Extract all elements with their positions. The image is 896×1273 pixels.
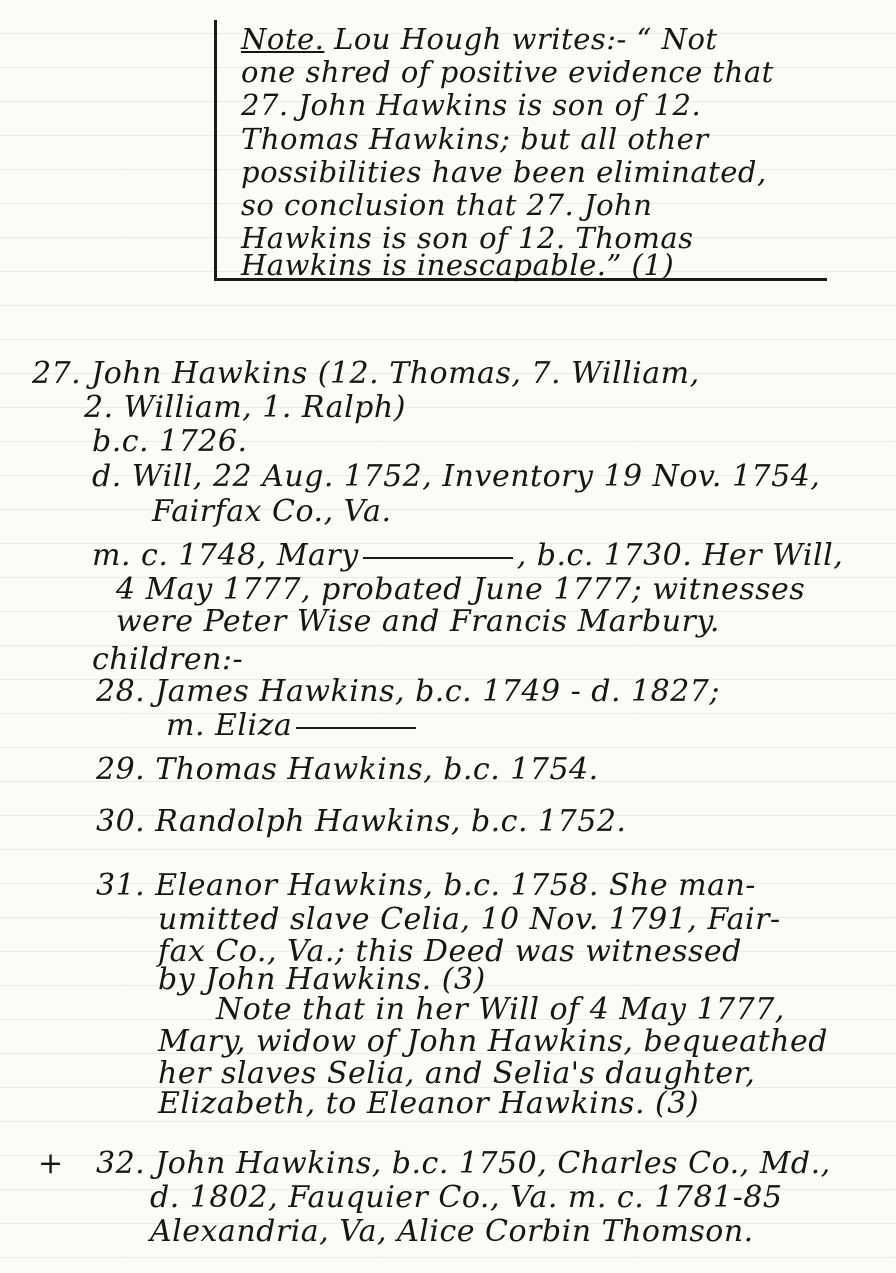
- married-text: m. c. 1748, Mary: [92, 538, 359, 573]
- child-31-note-3: her slaves Selia, and Selia's daughter,: [158, 1056, 756, 1091]
- blank-line: [296, 725, 416, 729]
- child-31-line-1: 31. Eleanor Hawkins, b.c. 1758. She man-: [96, 868, 756, 903]
- note-text: Lou Hough writes:- “ Not: [334, 22, 718, 56]
- entry-27-died: d. Will, 22 Aug. 1752, Inventory 19 Nov. 1754,: [92, 459, 821, 494]
- note-line-3: 27. John Hawkins is son of 12.: [241, 88, 702, 122]
- child-31-note-2: Mary, widow of John Hawkins, bequeathed: [158, 1024, 828, 1059]
- child-32-marker: +: [38, 1146, 64, 1181]
- note-line-7: Hawkins is son of 12. Thomas: [241, 221, 694, 255]
- entry-27-married-2: 4 May 1777, probated June 1777; witnesses: [116, 572, 806, 607]
- child-31-line-4: by John Hawkins. (3): [158, 962, 486, 997]
- note-line-6: so conclusion that 27. John: [241, 188, 653, 222]
- child-31-line-3: fax Co., Va.; this Deed was witnessed: [158, 934, 742, 969]
- entry-27-married: [92, 538, 843, 573]
- child-30: 30. Randolph Hawkins, b.c. 1752.: [96, 804, 627, 839]
- entry-27-born: b.c. 1726.: [92, 424, 248, 459]
- child-31-line-2: umitted slave Celia, 10 Nov. 1791, Fair-: [158, 902, 781, 937]
- child-32-line-1: 32. John Hawkins, b.c. 1750, Charles Co., Md.,: [96, 1146, 831, 1181]
- note-line-4: Thomas Hawkins; but all other: [241, 122, 709, 156]
- child-28: 28. James Hawkins, b.c. 1749 - d. 1827;: [96, 674, 720, 709]
- entry-27-married-3: were Peter Wise and Francis Marbury.: [116, 604, 720, 639]
- married-text-cont: , b.c. 1730. Her Will,: [516, 538, 844, 573]
- note-label: Note.: [241, 22, 325, 56]
- blank-line: [363, 555, 513, 559]
- children-label: children:-: [92, 642, 244, 677]
- entry-27-heading: 27. John Hawkins (12. Thomas, 7. William,: [32, 356, 700, 391]
- child-29: 29. Thomas Hawkins, b.c. 1754.: [96, 752, 599, 787]
- note-line-2: one shred of positive evidence that: [241, 55, 774, 89]
- note-line-1: [241, 22, 718, 57]
- spouse-text: m. Eliza: [166, 708, 293, 743]
- child-32-line-2: d. 1802, Fauquier Co., Va. m. c. 1781-85: [150, 1180, 783, 1215]
- note-box: [214, 20, 827, 281]
- note-line-5: possibilities have been eliminated,: [241, 155, 767, 189]
- note-line-8: Hawkins is inescapable.” (1): [241, 248, 675, 282]
- child-28-spouse: [166, 708, 420, 743]
- child-32-line-3: Alexandria, Va, Alice Corbin Thomson.: [150, 1214, 754, 1249]
- child-31-note-1: Note that in her Will of 4 May 1777,: [216, 992, 785, 1027]
- entry-27-died-place: Fairfax Co., Va.: [152, 494, 392, 529]
- entry-27-heading-cont: 2. William, 1. Ralph): [84, 390, 406, 425]
- child-31-note-4: Elizabeth, to Eleanor Hawkins. (3): [158, 1086, 700, 1121]
